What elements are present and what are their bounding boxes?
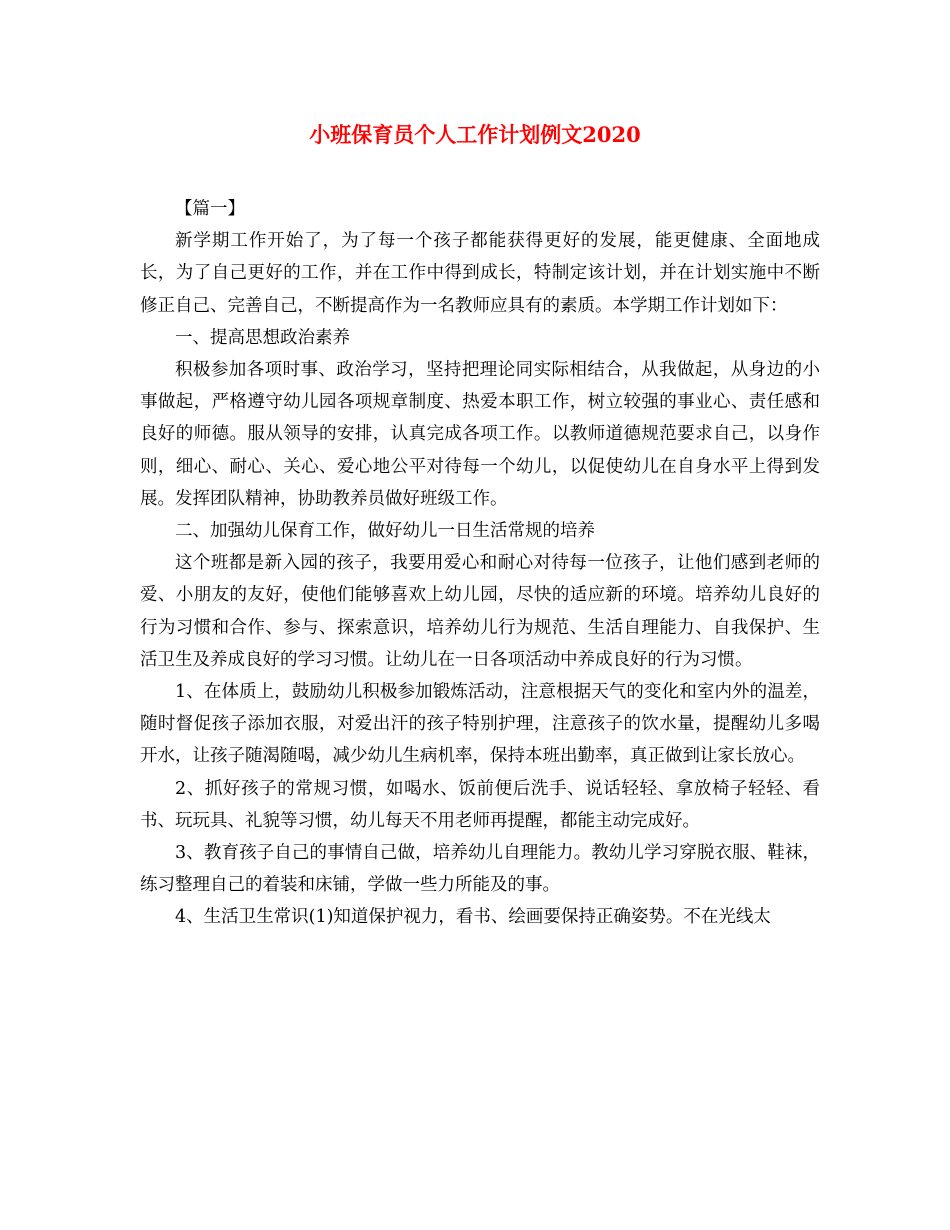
subheading: 二、加强幼儿保育工作，做好幼儿一日生活常规的培养 — [175, 521, 595, 542]
subheading: 一、提高思想政治素养 — [175, 327, 350, 348]
paragraph: 4、生活卫生常识(1)知道保护视力，看书、绘画要保持正确姿势。不在光线太 — [175, 907, 771, 928]
document-body — [140, 193, 820, 934]
paragraph: 2、抓好孩子的常规习惯，如喝水、饭前便后洗手、说话轻轻、拿放椅子轻轻、看书、玩玩具、礼貌等习惯，幼儿每天不用老师再提醒，都能主动完成好。 — [140, 778, 820, 831]
paragraph: 新学期工作开始了，为了每一个孩子都能获得更好的发展，能更健康、全面地成长，为了自己更好的工作，并在工作中得到成长，特制定该计划，并在计划实施中不断修正自己、完善自己，不断提高作为一名教师应具有的素质。本学期工作计划如下： — [140, 231, 820, 316]
paragraph: 这个班都是新入园的孩子，我要用爱心和耐心对待每一位孩子，让他们感到老师的爱、小朋友的友好，使他们能够喜欢上幼儿园，尽快的适应新的环境。培养幼儿良好的行为习惯和合作、参与、探索意识，培养幼儿行为规范、生活自理能力、自我保护、生活卫生及养成良好的学习习惯。让幼儿在一日各项活动中养成良好的行为习惯。 — [140, 553, 820, 670]
paragraph: 3、教育孩子自己的事情自己做，培养幼儿自理能力。教幼儿学习穿脱衣服、鞋袜，练习整理自己的着装和床铺，学做一些力所能及的事。 — [140, 843, 820, 896]
section-heading: 【篇一】 — [175, 199, 245, 219]
paragraph: 积极参加各项时事、政治学习，坚持把理论同实际相结合，从我做起，从身边的小事做起，严格遵守幼儿园各项规章制度、热爱本职工作，树立较强的事业心、责任感和良好的师德。服从领导的安排，认真完成各项工作。以教师道德规范要求自己，以身作则，细心、耐心、关心、爱心地公平对待每一个幼儿，以促使幼儿在自身水平上得到发展。发挥团队精神，协助教养员做好班级工作。 — [140, 360, 820, 509]
paragraph: 1、在体质上，鼓励幼儿积极参加锻炼活动，注意根据天气的变化和室内外的温差，随时督促孩子添加衣服，对爱出汗的孩子特别护理，注意孩子的饮水量，提醒幼儿多喝开水，让孩子随渴随喝，减少幼儿生病机率，保持本班出勤率，真正做到让家长放心。 — [140, 682, 820, 767]
document-title: 小班保育员个人工作计划例文2020 — [309, 122, 641, 147]
